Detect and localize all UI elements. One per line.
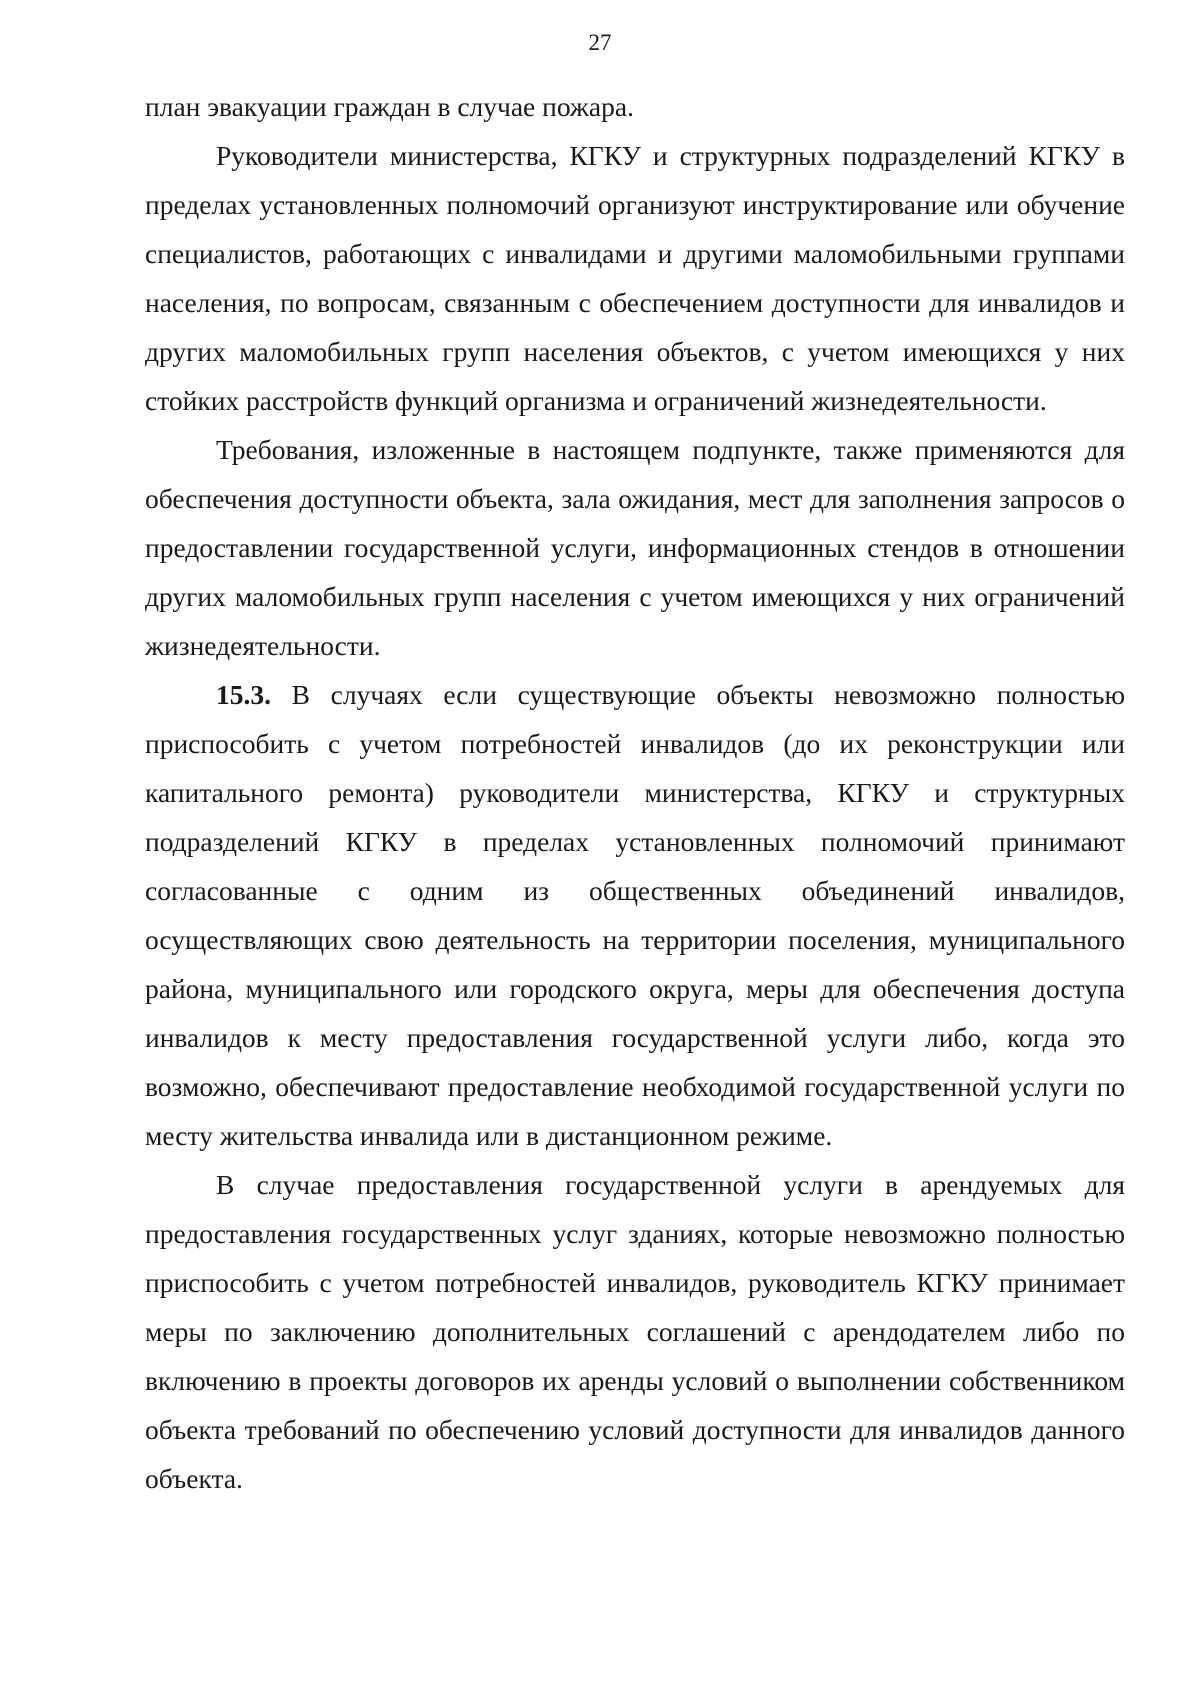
paragraph-requirements (145, 425, 1125, 670)
paragraph-evacuation-plan (145, 82, 1125, 131)
paragraph-text: план эвакуации граждан в случае пожара. (145, 91, 634, 122)
clause-number: 15.3. (216, 679, 271, 710)
paragraph-text: Руководители министерства, КГКУ и структурных подразделений КГКУ в пределах установленных полномочий организуют инструктирование или обучение специалистов, работающих с инвалидами и другими маломобильными группами населения, по вопросам, связанным с обеспечением доступности для инвалидов и других маломобильных групп населения объектов, с учетом имеющихся у них стойких расстройств функций организма и ограничений жизнедеятельности. (145, 140, 1125, 416)
paragraph-staff-training (145, 131, 1125, 425)
paragraph-text: Требования, изложенные в настоящем подпункте, также применяются для обеспечения доступности объекта, зала ожидания, мест для заполнения запросов о предоставлении государственной услуги, информационных стендов в отношении других маломобильных групп населения с учетом имеющихся у них ограничений жизнедеятельности. (145, 434, 1125, 661)
paragraph-text: В случае предоставления государственной услуги в арендуемых для предоставления государственных услуг зданиях, которые невозможно полностью приспособить с учетом потребностей инвалидов, руководитель КГКУ принимает меры по заключению дополнительных соглашений с арендодателем либо по включению в проекты договоров их аренды условий о выполнении собственником объекта требований по обеспечению условий доступности для инвалидов данного объекта. (145, 1169, 1125, 1494)
document-body (145, 82, 1125, 1503)
page-number: 27 (588, 30, 612, 55)
paragraph-text: В случаях если существующие объекты невозможно полностью приспособить с учетом потребностей инвалидов (до их реконструкции или капитального ремонта) руководители министерства, КГКУ и структурных подразделений КГКУ в пределах установленных полномочий принимают согласованные с одним из общественных объединений инвалидов, осуществляющих свою деятельность на территории поселения, муниципального района, муниципального или городского округа, меры для обеспечения доступа инвалидов к месту предоставления государственной услуги либо, когда это возможно, обеспечивают предоставление необходимой государственной услуги по месту жительства инвалида или в дистанционном режиме. (145, 679, 1125, 1151)
paragraph-clause-15-3 (145, 670, 1125, 1160)
paragraph-rented-buildings (145, 1160, 1125, 1503)
